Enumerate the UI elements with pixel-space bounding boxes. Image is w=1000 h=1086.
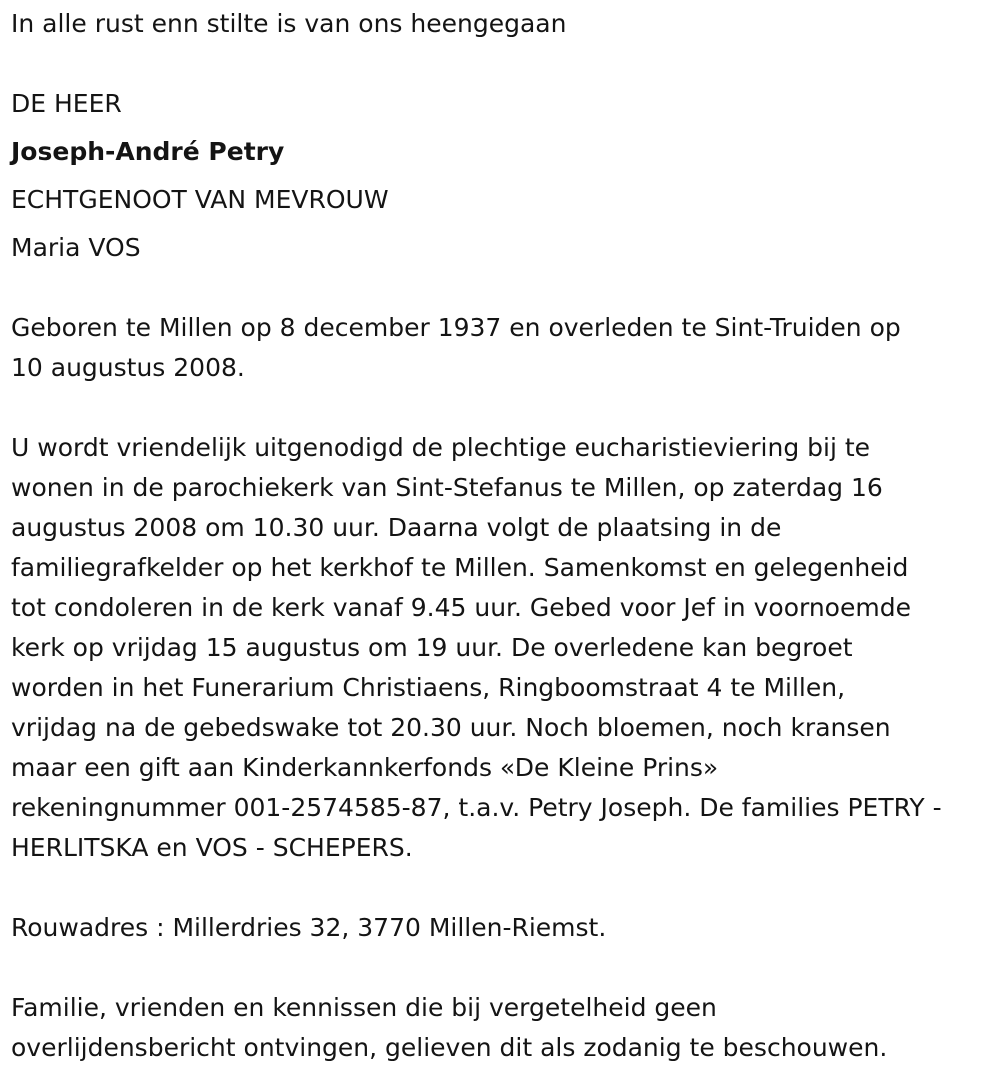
spouse-label: ECHTGENOOT VAN MEVROUW (11, 185, 389, 214)
paragraph-line: kerk op vrijdag 15 augustus om 19 uur. De overledene kan begroet (11, 633, 853, 662)
paragraph-line: vrijdag na de gebedswake tot 20.30 uur. Noch bloemen, noch kransen (11, 713, 891, 742)
obituary-document (11, 4, 989, 1068)
deceased-name: Joseph-André Petry (11, 137, 285, 166)
spouse-name: Maria VOS (11, 233, 141, 262)
paragraph-line: Familie, vrienden en kennissen die bij vergetelheid geen (11, 993, 717, 1022)
paragraph-line: HERLITSKA en VOS - SCHEPERS. (11, 833, 413, 862)
paragraph-line: tot condoleren in de kerk vanaf 9.45 uur. Gebed voor Jef in voornoemde (11, 593, 911, 622)
paragraph-line: Geboren te Millen op 8 december 1937 en overleden te Sint-Truiden op (11, 313, 901, 342)
paragraph-line: 10 augustus 2008. (11, 353, 245, 382)
paragraph-line: familiegrafkelder op het kerkhof te Millen. Samenkomst en gelegenheid (11, 553, 909, 582)
paragraph-line: overlijdensbericht ontvingen, gelieven dit als zodanig te beschouwen. (11, 1033, 888, 1062)
invitation-paragraph (11, 428, 989, 868)
intro-line: In alle rust enn stilte is van ons heengegaan (11, 9, 567, 38)
paragraph-line: U wordt vriendelijk uitgenodigd de plechtige eucharistieviering bij te (11, 433, 871, 462)
birth-death-paragraph (11, 308, 989, 388)
mourning-address: Rouwadres : Millerdries 32, 3770 Millen-Riemst. (11, 913, 607, 942)
paragraph-line: maar een gift aan Kinderkannkerfonds «De Kleine Prins» (11, 753, 719, 782)
paragraph-line: rekeningnummer 001-2574585-87, t.a.v. Petry Joseph. De families PETRY - (11, 793, 942, 822)
paragraph-line: worden in het Funerarium Christiaens, Ringboomstraat 4 te Millen, (11, 673, 846, 702)
closing-paragraph (11, 988, 989, 1068)
title-line: DE HEER (11, 89, 122, 118)
paragraph-line: wonen in de parochiekerk van Sint-Stefanus te Millen, op zaterdag 16 (11, 473, 883, 502)
paragraph-line: augustus 2008 om 10.30 uur. Daarna volgt de plaatsing in de (11, 513, 782, 542)
